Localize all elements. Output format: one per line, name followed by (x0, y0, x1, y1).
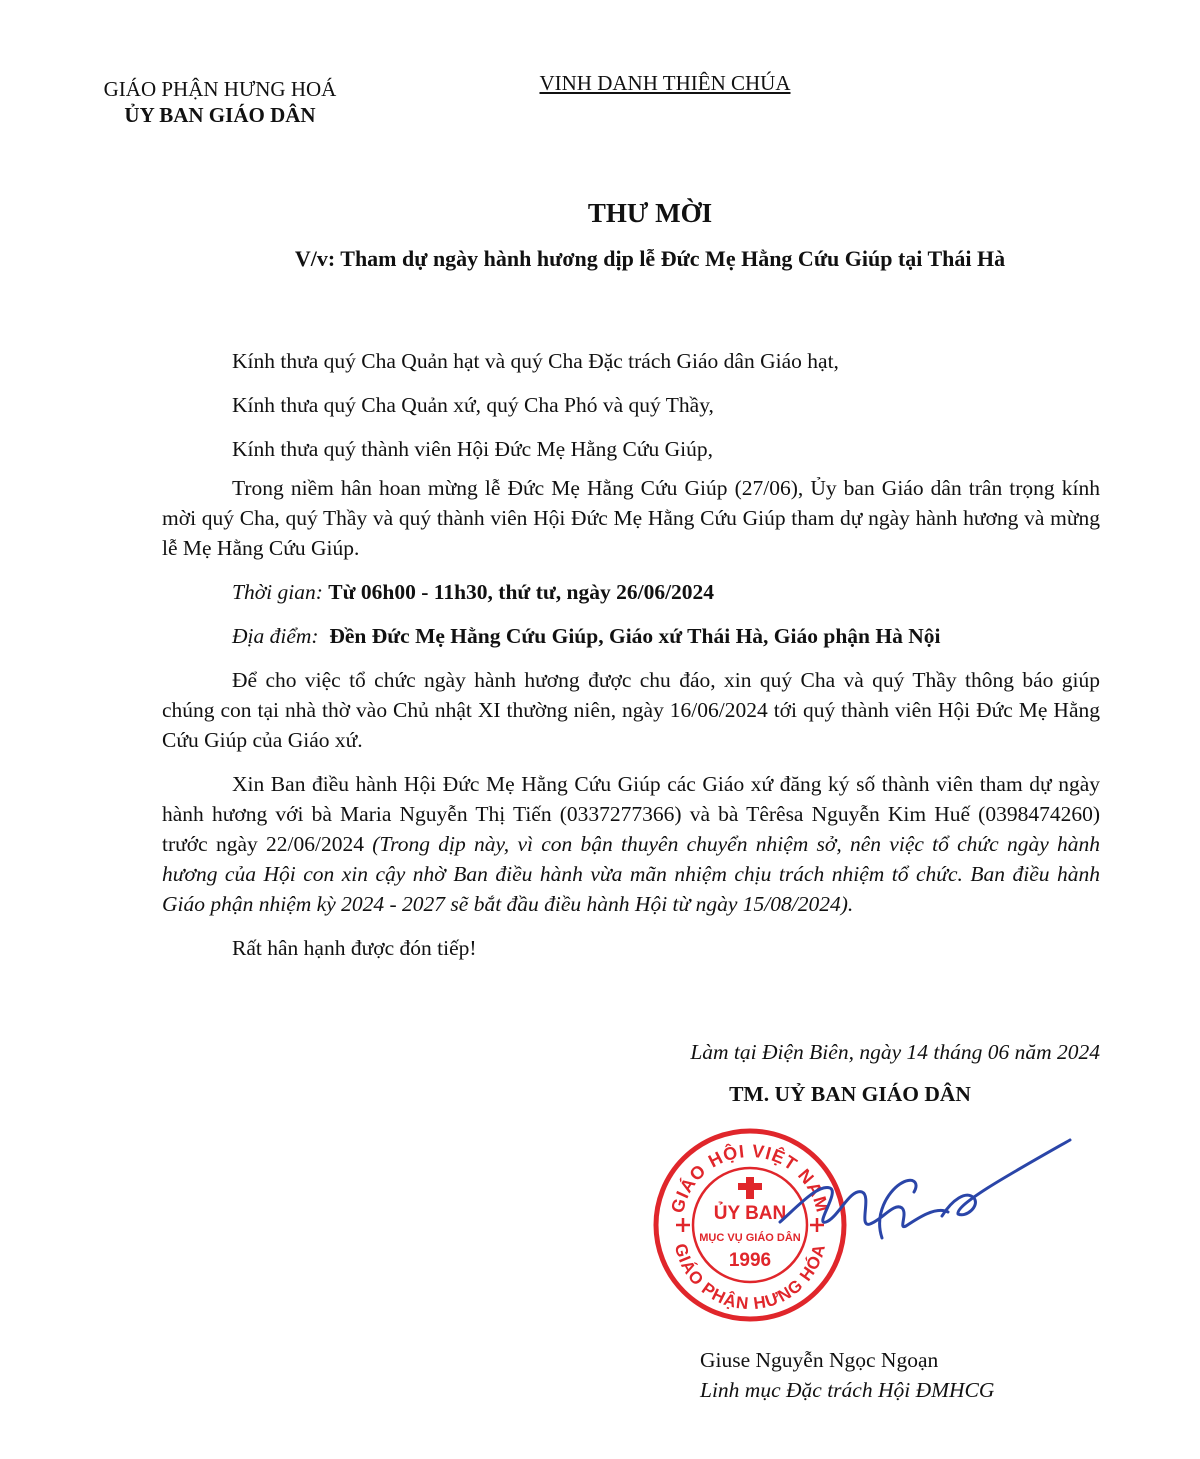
time-label: Thời gian: (232, 580, 323, 604)
letter-body (162, 473, 1100, 977)
location-label: Địa điểm: (232, 624, 319, 648)
handwritten-signature (770, 1118, 1090, 1258)
salutations (162, 346, 1102, 478)
location-value: Đền Đức Mẹ Hằng Cứu Giúp, Giáo xứ Thái Hà, Giáo phận Hà Nội (329, 624, 941, 648)
signer-name: Giuse Nguyễn Ngọc Ngoạn (700, 1348, 939, 1372)
seal-cross-icon (738, 1177, 762, 1199)
registration-note: (Trong dịp này, vì con bận thuyên chuyển nhiệm sở, nên việc tổ chức ngày hành hương của Hội con xin cậy nhờ Ban điều hành vừa mãn nhiệm chịu trách nhiệm tổ chức. Ban điều hành Giáo phận nhiệm kỳ 2024 - 2027 sẽ bắt đầu điều hành Hội từ ngày 15/08/2024). (162, 832, 1101, 916)
registration-text: Xin Ban điều hành Hội Đức Mẹ Hằng Cứu Giúp các Giáo xứ đăng ký số thành viên tham dự ngày hành hương với bà Maria Nguyễn Thị Tiến (0337277366) và bà Têrêsa Nguyễn Kim Huế (0398474260) trước ngày 22/06/2024 (162, 772, 1100, 856)
signatory-title: TM. UỶ BAN GIÁO DÂN (729, 1082, 971, 1106)
registration-paragraph (162, 769, 1100, 919)
diocese-name: GIÁO PHẬN HƯNG HOÁ (103, 77, 337, 101)
document-title: THƯ MỜI (587, 198, 713, 228)
seal-top-arc-text: GIÁO HỘI VIỆT NAM (667, 1140, 833, 1216)
issuer-block (60, 76, 380, 128)
seal-line-1: ỦY BAN (713, 1203, 787, 1224)
event-time (162, 577, 1100, 621)
seal-bottom-arc-text: GIÁO PHẬN HƯNG HÓA (670, 1241, 830, 1314)
document-subject: V/v: Tham dự ngày hành hương dịp lễ Đức Mẹ Hằng Cứu Giúp tại Thái Hà (294, 246, 1006, 271)
intro-paragraph: Trong niềm hân hoan mừng lễ Đức Mẹ Hằng Cứu Giúp (27/06), Ủy ban Giáo dân trân trọng kính mời quý Cha, quý Thầy và quý thành viên Hội Đức Mẹ Hằng Cứu Giúp tham dự ngày hành hương và mừng lễ Mẹ Hằng Cứu Giúp. (162, 476, 1100, 560)
seal-line-2: MỤC VỤ GIÁO DÂN (699, 1232, 801, 1244)
salutation-line: Kính thưa quý thành viên Hội Đức Mẹ Hằng Cứu Giúp, (232, 437, 714, 461)
motto: VINH DANH THIÊN CHÚA (539, 71, 791, 95)
notice-paragraph: Để cho việc tổ chức ngày hành hương được chu đáo, xin quý Cha và quý Thầy thông báo giúp chúng con tại nhà thờ vào Chủ nhật XI thường niên, ngày 16/06/2024 tới quý thành viên Hội Đức Mẹ Hằng Cứu Giúp của Giáo xứ. (162, 668, 1100, 752)
closing-line: Rất hân hạnh được đón tiếp! (232, 936, 477, 960)
salutation-line: Kính thưa quý Cha Quản hạt và quý Cha Đặc trách Giáo dân Giáo hạt, (232, 349, 839, 373)
signer-role: Linh mục Đặc trách Hội ĐMHCG (700, 1378, 995, 1402)
salutation-line: Kính thưa quý Cha Quản xứ, quý Cha Phó và quý Thầy, (232, 393, 714, 417)
committee-name: ỦY BAN GIÁO DÂN (124, 103, 316, 127)
seal-year: 1996 (728, 1250, 772, 1271)
event-location (162, 621, 1100, 665)
time-value: Từ 06h00 - 11h30, thứ tư, ngày 26/06/2024 (328, 580, 715, 604)
place-and-date: Làm tại Điện Biên, ngày 14 tháng 06 năm 2024 (690, 1040, 1100, 1064)
